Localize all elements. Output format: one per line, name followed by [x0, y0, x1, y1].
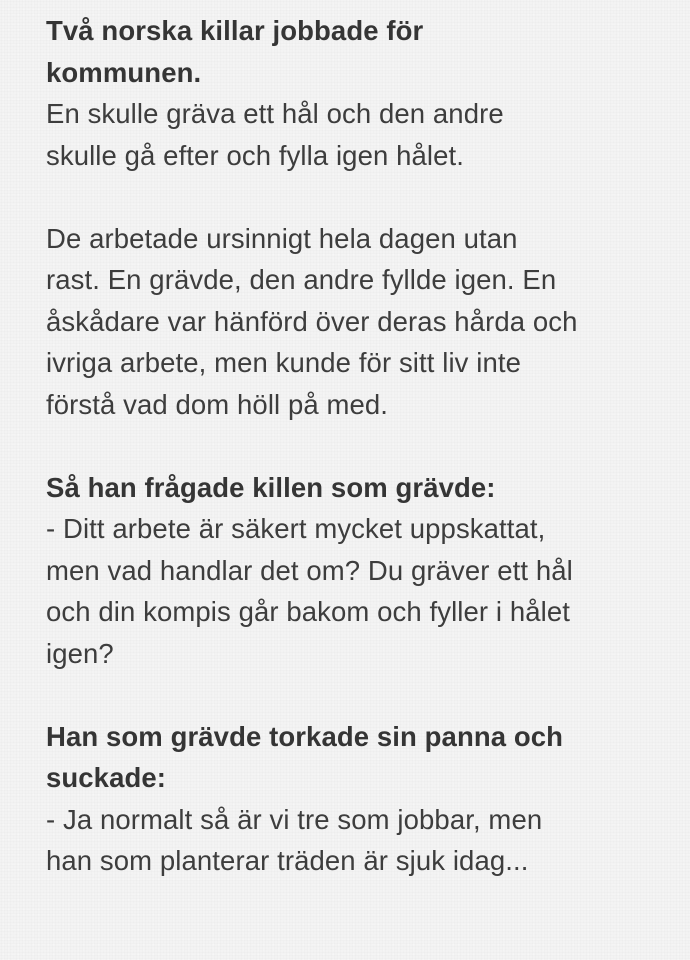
paragraph-spacer — [46, 674, 666, 716]
heading-answer: Han som grävde torkade sin panna och suckade: — [46, 720, 564, 793]
paragraph-task: En skulle gräva ett hål och den andre skulle gå efter och fylla igen hålet. — [46, 98, 504, 171]
paragraph-spacer — [46, 425, 666, 467]
heading-intro: Två norska killar jobbade för kommunen. — [46, 15, 424, 88]
paragraph-work: De arbetade ursinnigt hela dagen utan rast. En grävde, den andre fyllde igen. En åskådare var hänförd över deras hårda och ivriga arbete, men kunde för sitt liv inte förstå vad dom höll på med. — [46, 222, 578, 420]
note-body — [46, 10, 666, 882]
paragraph-question: - Ditt arbete är säkert mycket uppskattat, men vad handlar det om? Du gräver ett hål och din kompis går bakom och fyller i hålet igen? — [46, 513, 573, 669]
paragraph-punchline: - Ja normalt så är vi tre som jobbar, men han som planterar träden är sjuk idag... — [46, 803, 543, 876]
heading-question: Så han frågade killen som grävde: — [46, 471, 496, 503]
paragraph-spacer — [46, 176, 666, 218]
